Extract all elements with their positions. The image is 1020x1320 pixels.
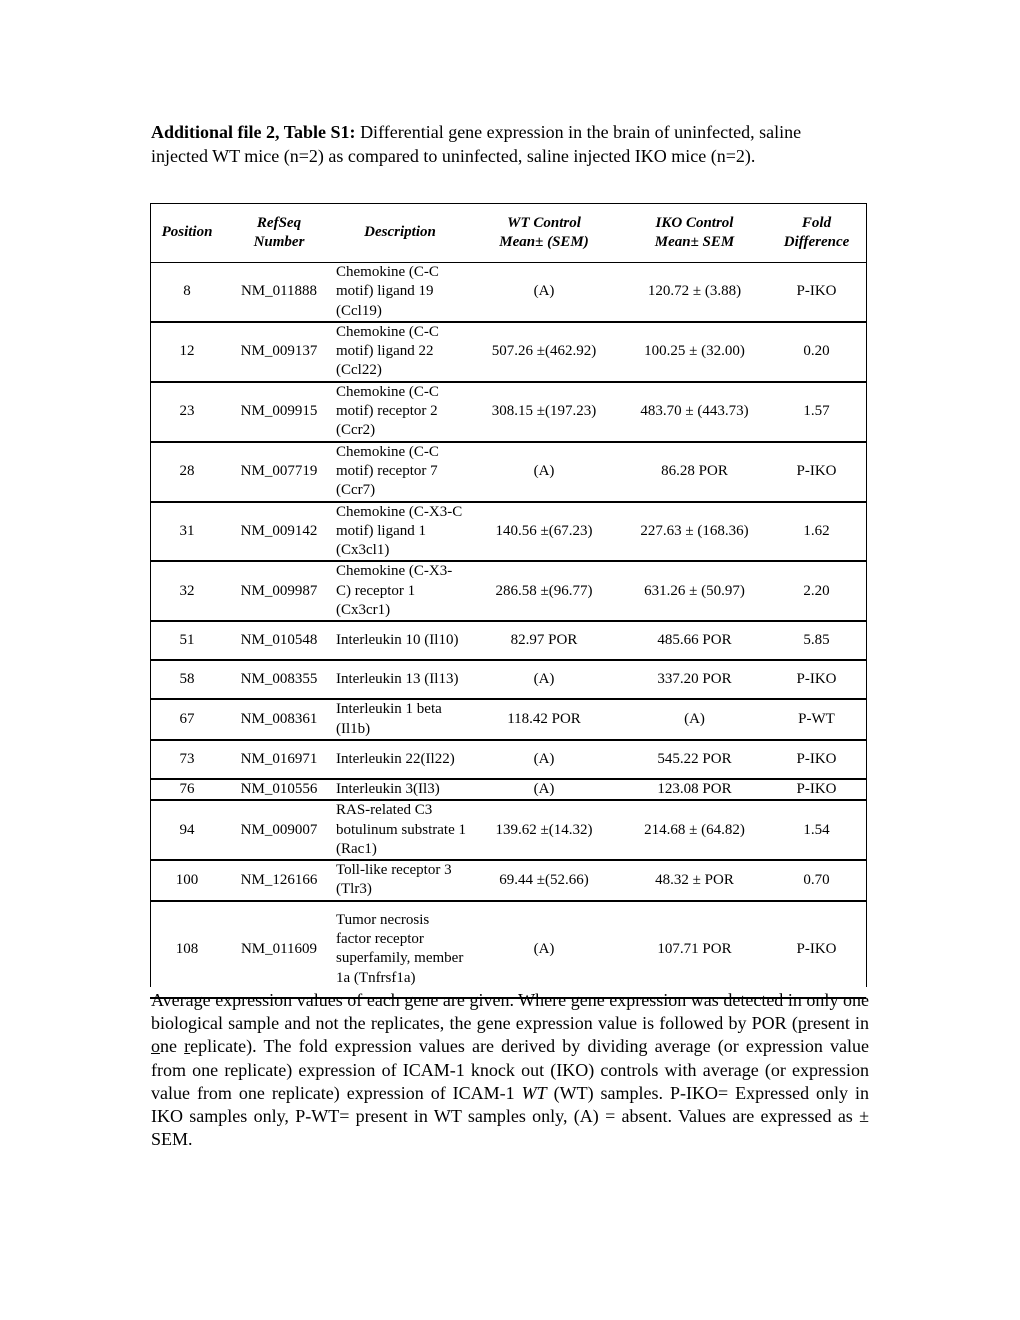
gene-expression-table (150, 203, 866, 999)
cell-description: Interleukin 13 (Il13) (334, 660, 466, 699)
header-iko-control: IKO Control Mean± SEM (622, 204, 767, 263)
cell-description: Tumor necrosis factor receptor superfamily, member 1a (Tnfrsf1a) (334, 901, 466, 998)
cell-position: 32 (150, 561, 224, 621)
cell-iko: 631.26 ± (50.97) (622, 561, 767, 621)
cell-description: Chemokine (C-C motif) ligand 19 (Ccl19) (334, 263, 466, 322)
table-row (150, 901, 866, 998)
footnote-text: Average expression values of each gene are given. Where gene expression was detected in only one biological sample and not the replicates, the gene expression value is followed by POR ( (151, 990, 869, 1034)
cell-fold: 1.54 (767, 800, 866, 860)
cell-wt: 507.26 ±(462.92) (466, 322, 622, 382)
cell-wt: (A) (466, 263, 622, 322)
cell-position: 28 (150, 442, 224, 502)
cell-description: Interleukin 22(Il22) (334, 740, 466, 779)
cell-description: Interleukin 10 (Il10) (334, 621, 466, 660)
table-caption (151, 121, 841, 168)
cell-iko: 545.22 POR (622, 740, 767, 779)
cell-refseq: NM_016971 (224, 740, 334, 779)
table-header-row (150, 204, 866, 263)
cell-fold: 1.62 (767, 502, 866, 562)
cell-description: Chemokine (C-C motif) ligand 22 (Ccl22) (334, 322, 466, 382)
table-row (150, 779, 866, 800)
footnote-wt-italic: WT (521, 1082, 547, 1103)
cell-refseq: NM_008361 (224, 699, 334, 740)
table-row (150, 860, 866, 901)
cell-fold: 0.70 (767, 860, 866, 901)
cell-refseq: NM_009987 (224, 561, 334, 621)
cell-wt: (A) (466, 740, 622, 779)
table-row (150, 561, 866, 621)
cell-position: 58 (150, 660, 224, 699)
cell-position: 8 (150, 263, 224, 322)
cell-fold: P-IKO (767, 660, 866, 699)
cell-fold: 5.85 (767, 621, 866, 660)
cell-wt: 69.44 ±(52.66) (466, 860, 622, 901)
footnote-text: (WT) samples. P-IKO= Expressed only in IKO samples only, P-WT= present in WT samples only, (A) = absent. Values are expressed as ± SEM. (151, 1082, 870, 1150)
cell-iko: 227.63 ± (168.36) (622, 502, 767, 562)
cell-refseq: NM_009137 (224, 322, 334, 382)
cell-refseq: NM_010556 (224, 779, 334, 800)
cell-description: Interleukin 1 beta (Il1b) (334, 699, 466, 740)
footnote-underlined-r: r (184, 1036, 191, 1057)
cell-description: Chemokine (C-X3-C) receptor 1 (Cx3cr1) (334, 561, 466, 621)
cell-wt: 140.56 ±(67.23) (466, 502, 622, 562)
cell-wt: (A) (466, 901, 622, 998)
cell-fold: P-WT (767, 699, 866, 740)
cell-fold: P-IKO (767, 740, 866, 779)
cell-description: Chemokine (C-X3-C motif) ligand 1 (Cx3cl1) (334, 502, 466, 562)
cell-description: Chemokine (C-C motif) receptor 7 (Ccr7) (334, 442, 466, 502)
table-row (150, 699, 866, 740)
footnote-underlined-o: o (151, 1036, 160, 1057)
table-footnote (151, 989, 869, 1151)
cell-iko: 120.72 ± (3.88) (622, 263, 767, 322)
table-row (150, 621, 866, 660)
cell-description: Toll-like receptor 3 (Tlr3) (334, 860, 466, 901)
table-row (150, 322, 866, 382)
cell-position: 108 (150, 901, 224, 998)
cell-refseq: NM_008355 (224, 660, 334, 699)
cell-iko: 86.28 POR (622, 442, 767, 502)
cell-iko: 337.20 POR (622, 660, 767, 699)
footnote-text: ne (160, 1036, 185, 1057)
cell-wt: (A) (466, 442, 622, 502)
header-description: Description (334, 204, 466, 263)
cell-refseq: NM_011609 (224, 901, 334, 998)
cell-fold: P-IKO (767, 442, 866, 502)
cell-description: Chemokine (C-C motif) receptor 2 (Ccr2) (334, 382, 466, 442)
header-wt-control: WT Control Mean± (SEM) (466, 204, 622, 263)
cell-iko: 483.70 ± (443.73) (622, 382, 767, 442)
footnote-text: eplicate (190, 1036, 247, 1057)
cell-refseq: NM_011888 (224, 263, 334, 322)
cell-refseq: NM_009007 (224, 800, 334, 860)
cell-fold: P-IKO (767, 779, 866, 800)
cell-fold: 1.57 (767, 382, 866, 442)
table-row (150, 382, 866, 442)
cell-wt: (A) (466, 660, 622, 699)
cell-position: 51 (150, 621, 224, 660)
cell-wt: (A) (466, 779, 622, 800)
table-row (150, 800, 866, 860)
header-refseq: RefSeq Number (224, 204, 334, 263)
cell-iko: 100.25 ± (32.00) (622, 322, 767, 382)
cell-fold: P-IKO (767, 901, 866, 998)
cell-refseq: NM_009915 (224, 382, 334, 442)
table-row (150, 263, 866, 322)
footnote-underlined-p: p (797, 1013, 807, 1034)
cell-iko: 485.66 POR (622, 621, 767, 660)
cell-position: 23 (150, 382, 224, 442)
cell-description: RAS-related C3 botulinum substrate 1 (Rac1) (334, 800, 466, 860)
cell-position: 12 (150, 322, 224, 382)
cell-wt: 308.15 ±(197.23) (466, 382, 622, 442)
cell-position: 100 (150, 860, 224, 901)
cell-fold: P-IKO (767, 263, 866, 322)
cell-iko: 214.68 ± (64.82) (622, 800, 767, 860)
header-position: Position (150, 204, 224, 263)
cell-refseq: NM_010548 (224, 621, 334, 660)
table-row (150, 502, 866, 562)
cell-wt: 139.62 ±(14.32) (466, 800, 622, 860)
cell-fold: 0.20 (767, 322, 866, 382)
cell-iko: 48.32 ± POR (622, 860, 767, 901)
cell-refseq: NM_007719 (224, 442, 334, 502)
cell-refseq: NM_009142 (224, 502, 334, 562)
header-fold-difference: Fold Difference (767, 204, 866, 263)
cell-wt: 118.42 POR (466, 699, 622, 740)
cell-fold: 2.20 (767, 561, 866, 621)
caption-label: Additional file 2, Table S1: (151, 122, 356, 142)
footnote-text: ). The fold expression values are derived by dividing average (or expression value from one replicate) expression of ICAM-1 knock out (IKO) controls with average (or expression value from one replicate) expression of ICAM-1 (151, 1036, 869, 1103)
table-row (150, 442, 866, 502)
cell-position: 76 (150, 779, 224, 800)
caption-text: Differential gene expression in the brain of uninfected, saline injected WT mice (n=2) as compared to uninfected, saline injected IKO mice (n=2). (151, 122, 802, 166)
cell-wt: 286.58 ±(96.77) (466, 561, 622, 621)
cell-description: Interleukin 3(Il3) (334, 779, 466, 800)
footnote-text: resent in (806, 1013, 870, 1034)
cell-position: 73 (150, 740, 224, 779)
table-row (150, 660, 866, 699)
cell-iko: 107.71 POR (622, 901, 767, 998)
cell-position: 31 (150, 502, 224, 562)
cell-position: 94 (150, 800, 224, 860)
cell-iko: (A) (622, 699, 767, 740)
cell-refseq: NM_126166 (224, 860, 334, 901)
cell-wt: 82.97 POR (466, 621, 622, 660)
cell-position: 67 (150, 699, 224, 740)
cell-iko: 123.08 POR (622, 779, 767, 800)
table-row (150, 740, 866, 779)
